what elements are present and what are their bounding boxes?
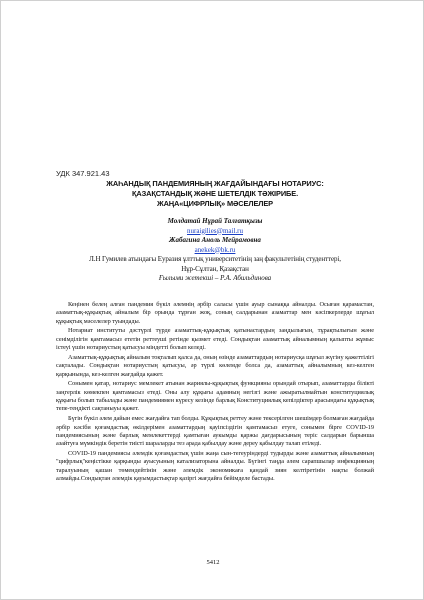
- udk-code: УДК 347.921.43: [56, 169, 110, 178]
- title-line-1: ЖАҺАНДЫҚ ПАНДЕМИЯНЫҢ ЖАҒДАЙЫНДАҒЫ НОТАРИУС:: [106, 179, 324, 188]
- author-block: [56, 217, 374, 284]
- scientific-advisor: Ғылыми жетекші – Р.А. Абильдинова: [158, 274, 272, 282]
- author-1-name: Молдатай Нұрай Талғатқызы: [167, 217, 263, 225]
- body-paragraph: Нотариат институты дәстүрлі түрде азаматтық-құқықтық қатынастардың заңдылығын, тұрақтылығын және сенімділігін қамтамасыз ететін реттеуші ретінде қызмет етеді. Сондықтан азаматтық айналымның қалыпты жұмыс істеуі үшін нотариустың қатысуы міндетті болып келеді.: [56, 327, 374, 352]
- body-paragraph: Кеңінен белең алған пандемия бүкіл әлемнің әрбір саласы үшін ауыр сынаққа айналды. Осыған қарамастан, азаматтық-құқықтық айналым бір орында тұрған жоқ, соның салдарынан азаматтар мен кәсіпкерлерде шұғыл құқықтық мәселелер туындады.: [56, 301, 374, 325]
- author-1-email-link[interactable]: nuraigilies@mail.ru: [186, 226, 244, 235]
- author-2-email-link[interactable]: anekek@bk.ru: [194, 245, 236, 254]
- article-body: [56, 301, 374, 485]
- title-line-2: ҚАЗАҚСТАНДЫҚ ЖӘНЕ ШЕТЕЛДІК ТӘЖІРИБЕ.: [131, 189, 299, 198]
- body-paragraph: Бүгін бүкіл әлем дайын емес жағдайға тап болды. Құқықтық реттеу және тексерілген шешімдер болмаған жағдайда әрбір кәсіби қоғамдастық өкілдерімен азаматтардың қауіпсіздігін қамтамасыз етуге, сонымен бірге COVID-19 пандемиясының және барлық мемлекеттерді қамтыған аукымды қаржы дағдарысының теріс салдарын барынша азайтуға мүмкіндік беретін тиісті шараларды тез арада қабылдау және дереу қабылдау талап етіледі.: [56, 415, 374, 448]
- title-line-3: ЖАҢА«ЦИФРЛЫҚ» МӘСЕЛЕЛЕР: [156, 199, 274, 208]
- affiliation-line-2: Нұр-Сұлтан, Қазақстан: [181, 264, 249, 273]
- page-number: 5412: [206, 559, 220, 566]
- body-paragraph: Азаматтық-құқықтық айналым тоқталып қалса да, оның өзінде азаматтардың нотариусқа шұғыл жүгіну қажеттілігі сақталады. Сондықтан нотариустың қатысуы, әр түрлі көлемде болса да, азаматтық айналымның кез-келген қарқынында, кез-келген жағдайда қажет.: [56, 353, 374, 378]
- body-paragraph: Сонымен қатар, нотариус мемлекет атынан жариялы-құқықтық функцияны орындай отырып, азаматтарды білікті заңгерлік көмекпен қамтамасыз етеді. Оны алу құқығы адамның негізгі және ажыратылмайтын конституциялық құқығы болып табылады және пандемиямен күресу кезінде барлық Конституциялық кепілдіктер арасындағы құқықтық тепе-теңдікті сақтаныуы қажет.: [56, 380, 374, 413]
- author-2-name: Жабагина Аноль Мейрамовна: [169, 236, 261, 244]
- affiliation-line-1: Л.Н Гумилев атындағы Еуразия ұлттық университетінің заң факультетінің студенттері,: [89, 255, 341, 263]
- article-title: [56, 179, 374, 209]
- body-paragraph: COVID-19 пандемиясы әлемдік қоғамдастық үшін жаңа сын-тегеуріндерді тудырды және азаматтық айналымның "цифрлық"кеңістікке қарқынды ауысуының катализаторына айналды. Бүгінгі таңда әлем сарапшылар инфекцияның таралуының қашан төмендейтінін және әлемдік экономикаға қандай зиян келтіретінін нақты болжай алмайды.Сондықтан әлемдік қауымдастықтар қазіргі жағдайға бейімделе бастады.: [56, 450, 374, 482]
